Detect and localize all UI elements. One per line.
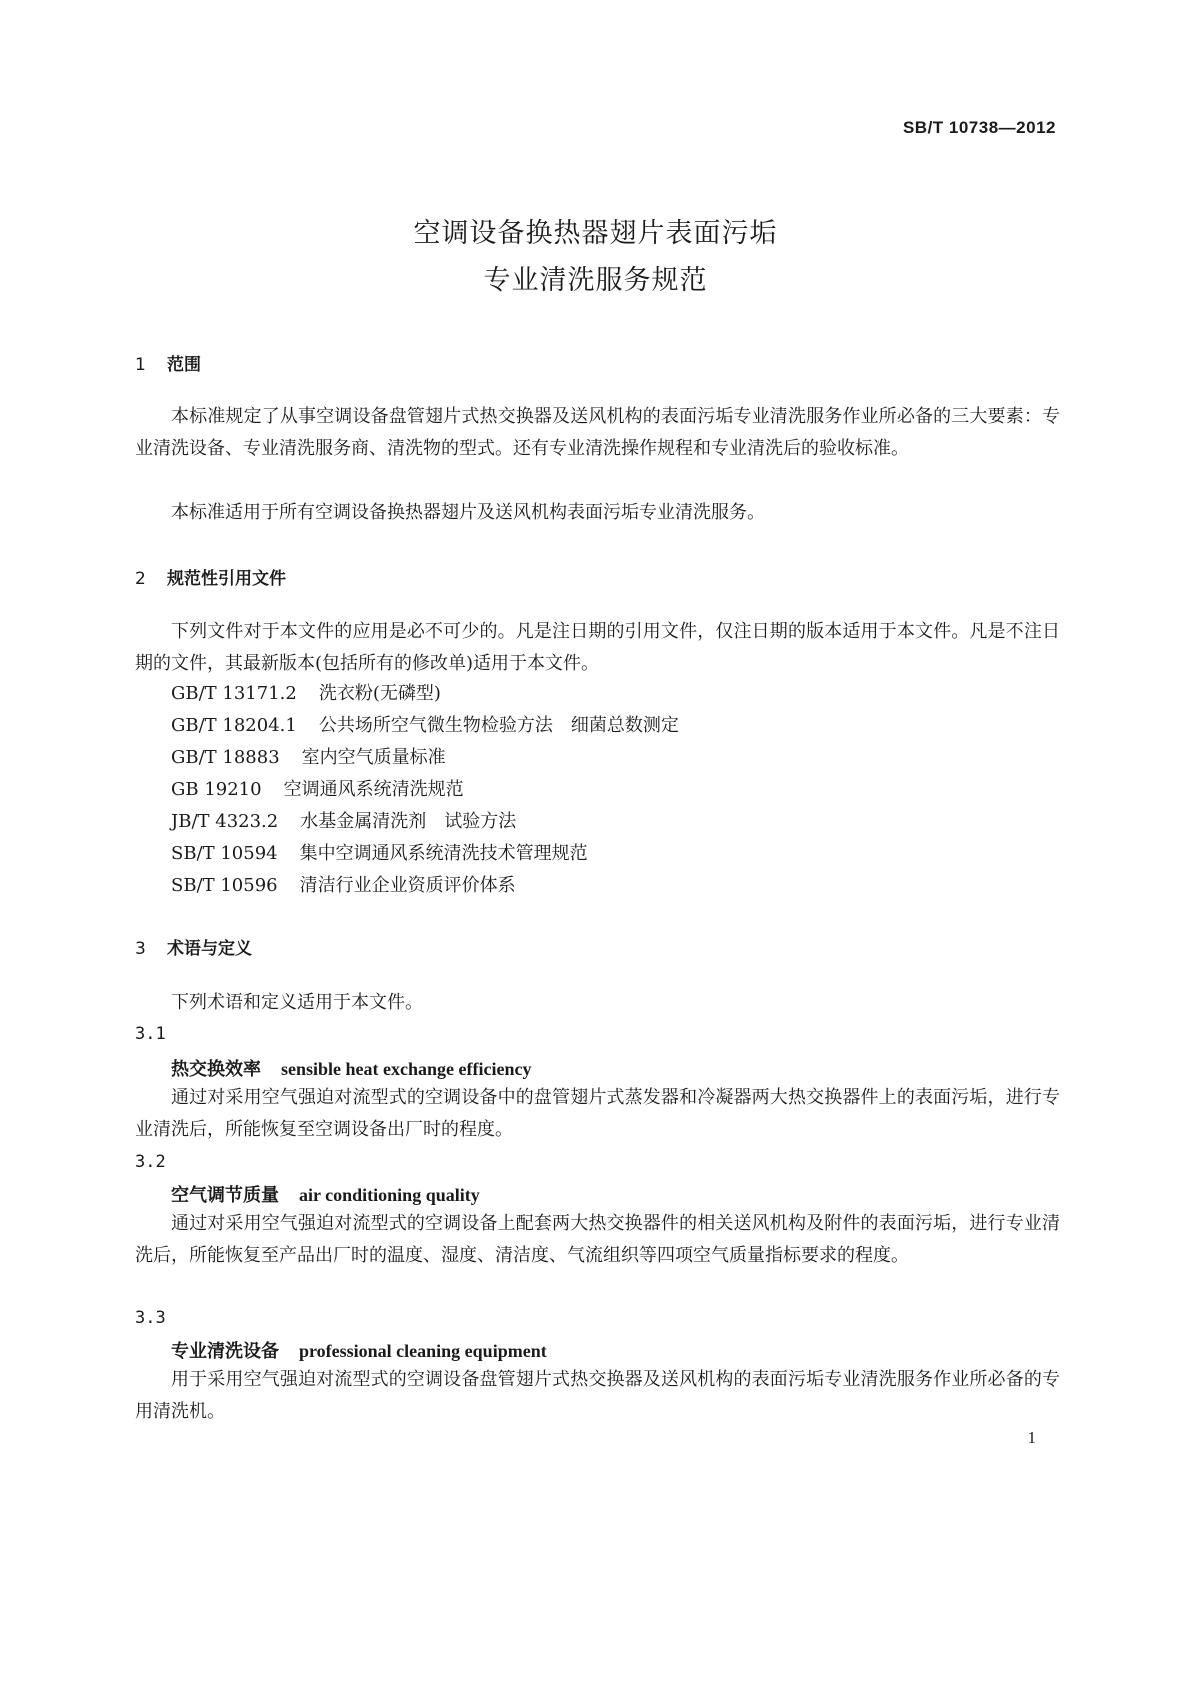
reference-title: 洗衣粉(无磷型) [318, 683, 441, 704]
term-heading [171, 1181, 480, 1207]
reference-code: SB/T 10596 [171, 875, 278, 896]
term-definition: 通过对采用空气强迫对流型式的空调设备上配套两大热交换器件的相关送风机构及附件的表面污垢，进行专业清洗后，所能恢复至产品出厂时的温度、湿度、清洁度、气流组织等四项空气质量指标要求的程度。 [135, 1213, 1060, 1266]
term-number: 3.3 [135, 1308, 166, 1328]
term-chinese: 空气调节质量 [171, 1185, 279, 1206]
reference-code: GB/T 13171.2 [171, 683, 297, 704]
section-title: 规范性引用文件 [167, 569, 286, 589]
term-chinese: 热交换效率 [171, 1059, 261, 1080]
term-heading [171, 1055, 531, 1081]
section-1-heading [135, 350, 201, 375]
reference-title: 公共场所空气微生物检验方法 细菌总数测定 [318, 715, 679, 736]
title-line-2: 专业清洗服务规范 [483, 265, 708, 296]
section-title: 范围 [167, 355, 201, 375]
reference-item [171, 838, 588, 870]
reference-title: 室内空气质量标准 [301, 747, 446, 768]
term-english: professional cleaning equipment [299, 1341, 547, 1361]
reference-title: 集中空调通风系统清洗技术管理规范 [299, 843, 588, 864]
reference-item [171, 870, 516, 902]
reference-title: 空调通风系统清洗规范 [283, 779, 464, 800]
term-definition: 用于采用空气强迫对流型式的空调设备盘管翅片式热交换器及送风机构的表面污垢专业清洗服务作业所必备的专用清洗机。 [135, 1369, 1060, 1422]
title-line-1: 空调设备换热器翅片表面污垢 [413, 218, 778, 249]
term-definition: 通过对采用空气强迫对流型式的空调设备中的盘管翅片式蒸发器和冷凝器两大热交换器件上的表面污垢，进行专业清洗后，所能恢复至空调设备出厂时的程度。 [135, 1087, 1060, 1140]
section-title: 术语与定义 [167, 939, 252, 959]
section-number: 1 [135, 355, 146, 375]
reference-code: SB/T 10594 [171, 843, 278, 864]
section-3-heading [135, 934, 252, 959]
section-2-intro: 下列文件对于本文件的应用是必不可少的。凡是注日期的引用文件，仅注日期的版本适用于本文件。凡是不注日期的文件，其最新版本(包括所有的修改单)适用于本文件。 [135, 621, 1060, 674]
standard-code: SB/T 10738—2012 [902, 118, 1056, 137]
reference-code: GB/T 18204.1 [171, 715, 297, 736]
reference-title: 水基金属清洗剂 试验方法 [300, 811, 517, 832]
section-2-heading [135, 564, 286, 589]
term-chinese: 专业清洗设备 [171, 1341, 279, 1362]
section-1-paragraph-2: 本标准适用于所有空调设备换热器翅片及送风机构表面污垢专业清洗服务。 [171, 502, 765, 523]
section-number: 3 [135, 939, 146, 959]
reference-item [171, 774, 464, 806]
reference-item [171, 742, 446, 774]
reference-code: JB/T 4323.2 [171, 811, 279, 832]
term-english: air conditioning quality [299, 1185, 480, 1205]
reference-item [171, 678, 441, 710]
term-number: 3.2 [135, 1152, 166, 1172]
document-title [0, 210, 1191, 304]
reference-code: GB/T 18883 [171, 747, 280, 768]
reference-code: GB 19210 [171, 779, 262, 800]
term-heading [171, 1337, 547, 1363]
section-3-intro: 下列术语和定义适用于本文件。 [171, 992, 423, 1013]
term-number: 3.1 [135, 1024, 166, 1044]
reference-title: 清洁行业企业资质评价体系 [299, 875, 516, 896]
section-1-paragraph-1: 本标准规定了从事空调设备盘管翅片式热交换器及送风机构的表面污垢专业清洗服务作业所必备的三大要素：专业清洗设备、专业清洗服务商、清洗物的型式。还有专业清洗操作规程和专业清洗后的验收标准。 [135, 406, 1060, 459]
reference-item [171, 806, 516, 838]
page-number: 1 [1027, 1428, 1036, 1447]
reference-item [171, 710, 679, 742]
section-number: 2 [135, 569, 146, 589]
term-english: sensible heat exchange efficiency [281, 1059, 532, 1079]
